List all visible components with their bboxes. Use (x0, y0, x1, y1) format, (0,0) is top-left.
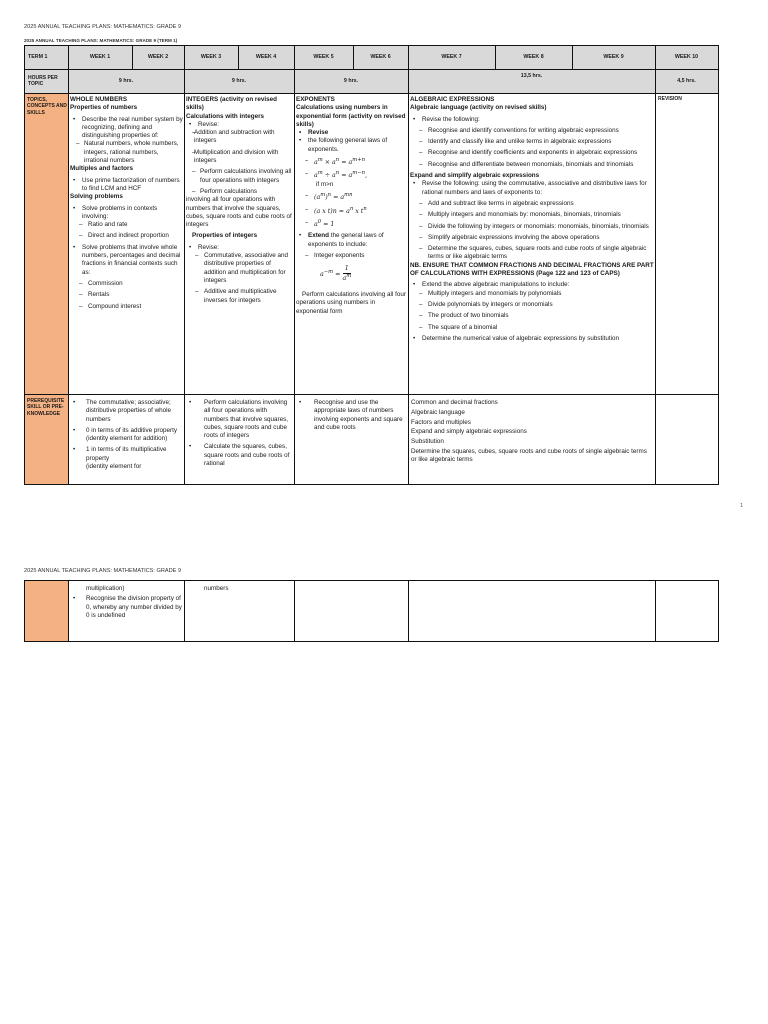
prereq-whole-numbers (70, 399, 183, 484)
law-product-power: – (a x $t)n = a^n$ x $t^n$ (296, 206, 407, 216)
week-8-header: WEEK 8 (523, 54, 544, 60)
bullet: • the following general laws of exponents. (296, 137, 407, 154)
dash-item: – Add and subtract like terms in algebraic expressions (410, 200, 654, 208)
exponents-title: EXPONENTS (296, 96, 335, 103)
dash-item: – Rentals (70, 291, 183, 299)
dash-item: – Simplify algebraic expressions involving the above operations (410, 234, 654, 242)
topics-label: TOPICS, CONCEPTS AND SKILLS (27, 97, 67, 116)
bullet: • Extend the above algebraic manipulations to include: (410, 281, 654, 289)
hours-integers: 9 hrs. (231, 77, 247, 84)
bullet: • Solve problems in contexts involving: (70, 205, 183, 222)
dash-item: – Recognise and differentiate between monomials, binomials and trinomials (410, 161, 654, 169)
prereq-integers-continued (186, 585, 293, 641)
prereq-integers (186, 399, 293, 484)
bullet: • The commutative; associative; distributive properties of whole numbers (70, 399, 183, 424)
dash-item: – Identify and classify like and unlike terms in algebraic expressions (410, 138, 654, 146)
label-column-fill (25, 581, 68, 641)
running-header-page-2: 2025 ANNUAL TEACHING PLANS: MATHEMATICS: GRADE 9 (24, 568, 182, 574)
dash-item: – Divide the following by integers or monomials: monomials, binomials, trinomials (410, 223, 654, 231)
negative-exponent-formula: $a^{-m}$ = $\frac{1}{a^m}$ (320, 265, 352, 283)
bullet: • Revise: (186, 121, 293, 129)
week-2-header: WEEK 2 (147, 54, 169, 60)
hours-exponents: 9 hrs. (343, 77, 359, 84)
dash-item: – Ratio and rate (70, 221, 183, 229)
week-9-header: WEEK 9 (603, 54, 624, 60)
hours-algebra: 13,5 hrs. (520, 72, 543, 79)
hours-revision: 4,5 hrs. (677, 77, 696, 84)
week-1-header: WEEK 1 (89, 54, 111, 60)
subheading: Calculations with integers (186, 112, 265, 120)
integers-title: INTEGERS (activity on revised skills) (186, 96, 277, 112)
week-3-header: WEEK 3 (200, 54, 222, 60)
week-4-header: WEEK 4 (255, 54, 277, 60)
algebra-title: ALGEBRAIC EXPRESSIONS (410, 96, 495, 103)
nb-note: NB. ENSURE THAT COMMON FRACTIONS AND DECIMAL FRACTIONS ARE PART OF CALCULATIONS WITH EXPRESSIONS (Page 122 and 123 of CAPS) (410, 261, 654, 278)
bullet: • 1 in terms of its multiplicative property (70, 446, 183, 463)
law-power: – $(a^m)^n = a^{mn}$ (296, 192, 407, 202)
prereq-exponents (296, 399, 407, 484)
teaching-plan-table (24, 45, 719, 485)
dash-item: – Integer exponents (296, 252, 407, 260)
page-number: 1 (740, 503, 744, 509)
dash-item: – The square of a binomial (410, 324, 654, 332)
algebra-cell (410, 96, 654, 392)
week-5-header: WEEK 5 (313, 54, 334, 60)
bullet: • Describe the real number system by recognizing, defining and distinguishing properties of: (70, 116, 183, 141)
table-title: 2025 ANNUAL TEACHING PLANS: MATHEMATICS: GRADE 9 (TERM 1) (24, 38, 178, 43)
week-10-header: WEEK 10 (674, 54, 699, 60)
paragraph: involving all four operations with numbers that involve the squares, cubes, square roots and cube roots of integers (186, 196, 292, 229)
whole-numbers-cell (70, 96, 183, 392)
bullet: • Determine the numerical value of algebraic expressions by substitution (410, 335, 654, 343)
subheading: Solving problems (70, 193, 123, 201)
bold-word: Extend (308, 232, 329, 240)
prereq-line: Common and decimal fractions (411, 399, 498, 406)
dash-item: – Addition and subtraction with integers (186, 129, 293, 146)
bullet: • Solve problems that involve whole numbers, percentages and decimal fractions in financial contexts such as: (70, 244, 183, 277)
bullet: • 0 in terms of its additive property (identity element for addition) (70, 427, 183, 444)
subheading: Multiples and factors (70, 165, 133, 173)
hours-whole-numbers: 9 hrs. (118, 77, 134, 84)
bullet (296, 232, 407, 249)
bullet-continuation: numbers (204, 585, 229, 592)
prereq-line: Factors and multiples (411, 418, 471, 426)
whole-numbers-title: WHOLE NUMBERS (70, 96, 128, 103)
bullet: • Perform calculations involving all four operations with numbers that involve squares, cubes, square roots and cube roots of integers (186, 399, 293, 440)
dash-item: – Natural numbers, whole numbers, integers, rational numbers, irrational numbers (70, 140, 183, 165)
subheading: Properties of integers (192, 232, 258, 240)
bullet: • Revise (296, 129, 407, 137)
dash-item: – Perform calculations (186, 188, 293, 196)
dash-item: – Recognise and identify coefficients and exponents in algebraic expressions (410, 149, 654, 157)
exponents-cell (296, 96, 407, 392)
bullet-continuation: multiplication) (86, 585, 125, 592)
dash-item: – Multiply integers and monomials by polynomials (410, 290, 654, 298)
bullet: • Revise the following: (410, 116, 654, 124)
subheading: Properties of numbers (70, 104, 138, 112)
bullet: • Revise the following: using the commutative, associative and distributive laws for rational numbers and laws of exponents to: (410, 180, 654, 197)
integers-cell (186, 96, 293, 392)
dash-item: – Determine the squares, cubes, square roots and cube roots of single algebraic terms or like algebraic terms (410, 245, 654, 262)
prereq-line: Algebraic language (411, 408, 465, 416)
subheading: Algebraic language (activity on revised skills) (410, 104, 547, 112)
prereq-algebra (411, 399, 654, 484)
prereq-label: PREREQUISITE SKILL OR PRE-KNOWLEDGE (27, 398, 65, 417)
dash-item: – Commission (70, 280, 183, 288)
dash-item: – Commutative, associative and distributive properties of addition and multiplication for integers (186, 252, 293, 285)
week-6-header: WEEK 6 (370, 54, 391, 60)
dash-item: – Additive and multiplicative inverses for integers (186, 288, 293, 305)
hours-label: HOURS PER TOPIC (28, 75, 58, 88)
subheading: Expand and simplify algebraic expressions (410, 172, 540, 180)
dash-item: – Compound interest (70, 303, 183, 311)
subheading: Calculations using numbers in exponential form (activity on revised skills) (296, 104, 406, 128)
revision-cell: REVISION (658, 96, 682, 102)
bullet: • Recognise the division property of 0, whereby any number divided by 0 is undefined (70, 595, 183, 620)
law-zero: – $a^0 = 1$ (296, 219, 407, 229)
label-column-fill (25, 93, 68, 484)
teaching-plan-table-continued (24, 580, 719, 642)
dash-item: – The product of two binomials (410, 312, 654, 320)
dash-item: – Perform calculations involving all four operations with integers (186, 168, 293, 185)
dash-item: – Recognise and identify conventions for writing algebraic expressions (410, 127, 654, 135)
dash-item: – Multiply integers and monomials by: monomials, binomials, trinomials (410, 211, 654, 219)
prereq-whole-numbers-continued (70, 585, 183, 641)
bullet: • Recognise and use the appropriate laws of numbers involving exponents and square and cube roots (296, 399, 407, 432)
term-label: TERM 1 (28, 54, 48, 60)
prereq-line: Substitution (411, 438, 444, 446)
bullet: • Revise: (186, 244, 293, 252)
prereq-line: Determine the squares, cubes, square roots and cube roots of single algebraic terms or like algebraic terms (411, 447, 647, 464)
bullet-continuation: (identity element for (86, 463, 142, 471)
bullet: • Use prime factorization of numbers to find LCM and HCF (70, 177, 183, 194)
law-quotient: – $a^m \div a^n = a^{m-n}$, (296, 170, 407, 180)
law-condition: if m>n (316, 180, 334, 188)
bullet-text: the general laws of exponents to include: (308, 232, 384, 248)
paragraph: Perform calculations involving all four operations using numbers in exponential form (296, 291, 406, 315)
dash-item: – Divide polynomials by integers or monomials (410, 301, 654, 309)
running-header: 2025 ANNUAL TEACHING PLANS: MATHEMATICS: GRADE 9 (24, 24, 182, 30)
dash-item: – Direct and indirect proportion (70, 232, 183, 240)
law-product: – $a^m \times a^n = a^{m+n}$ (296, 157, 407, 167)
bullet: • Calculate the squares, cubes, square roots and cube roots of rational (186, 443, 293, 468)
week-7-header: WEEK 7 (441, 54, 462, 60)
dash-item: – Multiplication and division with integers (186, 149, 293, 166)
prereq-line: Expand and simply algebraic expressions (411, 428, 527, 436)
